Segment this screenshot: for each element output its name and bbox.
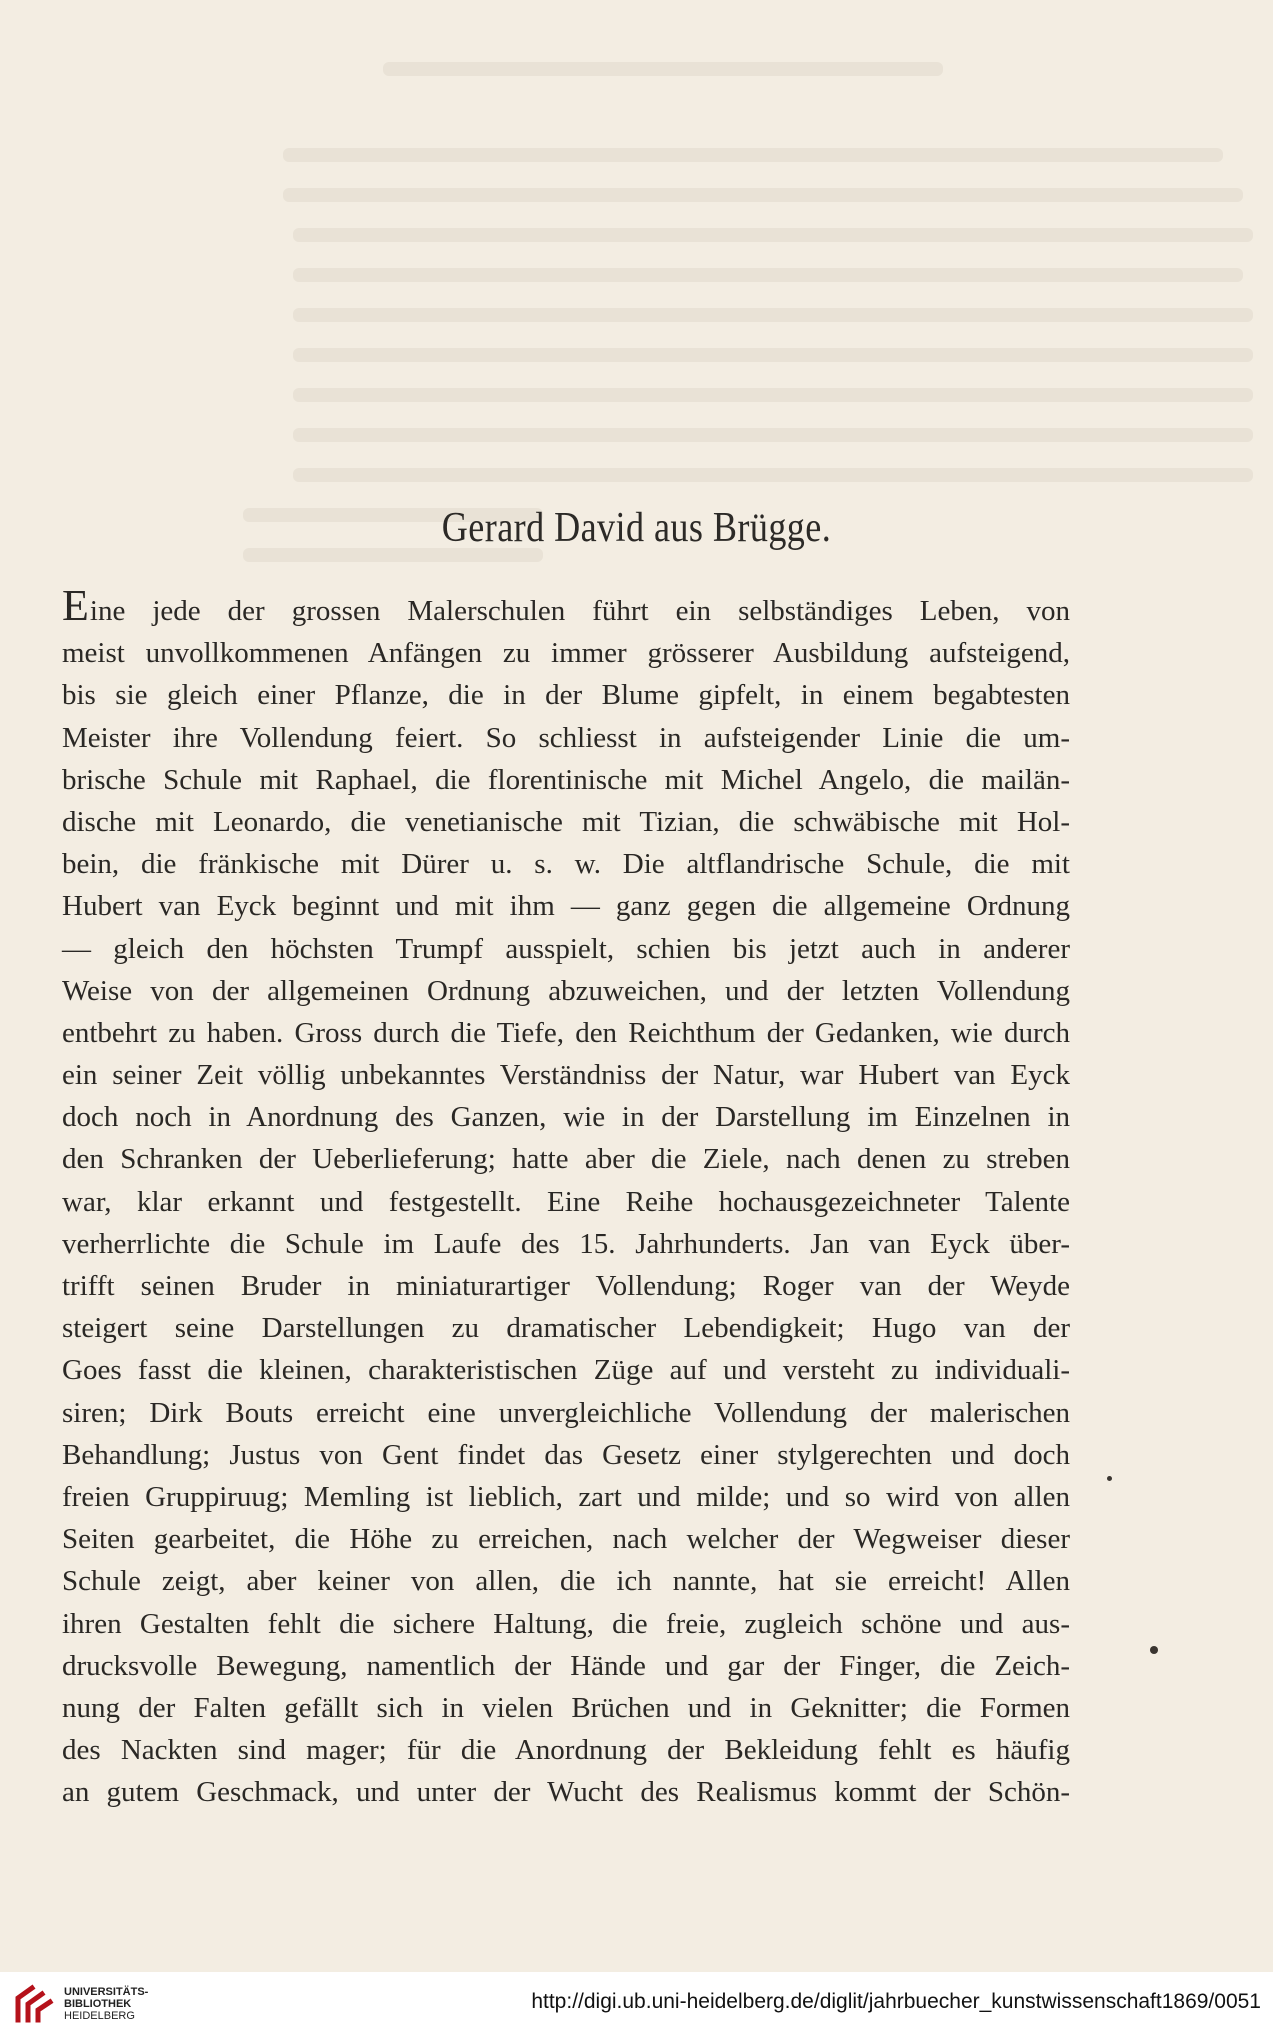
text-line: doch noch in Anordnung des Ganzen, wie in der Darstellung im Einzelnen in [62,1101,1070,1134]
text-line: meist unvollkommenen Anfängen zu immer grösserer Ausbildung aufsteigend, [62,637,1070,670]
text-line: des Nackten sind mager; für die Anordnung der Bekleidung fehlt es häufig [62,1734,1070,1767]
text-line: nung der Falten gefällt sich in vielen Brüchen und in Geknitter; die Formen [62,1691,1070,1724]
text-line: siren; Dirk Bouts erreicht eine unvergleichliche Vollendung der malerischen [62,1396,1070,1429]
text-line: freien Gruppiruug; Memling ist lieblich, zart und milde; und so wird von allen [62,1480,1070,1513]
library-name-line1: UNIVERSITÄTS- [64,1986,149,1998]
text-line: verherrlichte die Schule im Laufe des 15. Jahrhunderts. Jan van Eyck über- [62,1227,1070,1260]
library-name [64,1986,148,2022]
article-title: Gerard David aus Brügge. [441,505,832,551]
text-line: trifft seinen Bruder in miniaturartiger Vollendung; Roger van der Weyde [62,1270,1070,1302]
bleed-through-line [293,308,1253,322]
bleed-through-line [283,188,1243,202]
bleed-through-line [293,468,1253,482]
text-line: Weise von der allgemeinen Ordnung abzuweichen, und der letzten Vollendung [62,974,1070,1007]
bleed-through-line [383,62,943,76]
text-line: — gleich den höchsten Trumpf ausspielt, schien bis jetzt auch in anderer [62,932,1070,965]
text-line: ihren Gestalten fehlt die sichere Haltung, die freie, zugleich schöne und aus- [62,1607,1070,1640]
text-line: Seiten gearbeitet, die Höhe zu erreichen, nach welcher der Wegweiser dieser [62,1523,1070,1556]
bleed-through-line [283,148,1223,162]
bleed-through-line [293,228,1253,242]
text-line: bein, die fränkische mit Dürer u. s. w. Die altflandrische Schule, die mit [62,848,1070,881]
source-url[interactable]: http://digi.ub.uni-heidelberg.de/diglit/jahrbuecher_kunstwissenschaft1869/0051 [531,1990,1261,2013]
first-line-text: ine jede der grossen Malerschulen führt ein selbständiges Leben, von [89,595,1070,627]
text-line: den Schranken der Ueberlieferung; hatte aber die Ziele, nach denen zu streben [62,1143,1070,1176]
text-line: war, klar erkannt und festgestellt. Eine Reihe hochausgezeichneter Talente [62,1185,1070,1218]
ink-speck [1150,1646,1158,1654]
text-line: drucksvolle Bewegung, namentlich der Hände und gar der Finger, die Zeich- [62,1649,1070,1682]
text-line: bis sie gleich einer Pflanze, die in der Blume gipfelt, in einem begabtesten [62,679,1070,712]
drop-cap: E [62,581,89,630]
text-line: Schule zeigt, aber keiner von allen, die ich nannte, hat sie erreicht! Allen [62,1565,1070,1598]
text-line: entbehrt zu haben. Gross durch die Tiefe, den Reichthum der Gedanken, wie durch [62,1016,1070,1049]
footer-bar [0,1972,1273,2034]
text-line: Behandlung; Justus von Gent findet das Gesetz einer stylgerechten und doch [62,1438,1070,1471]
ink-speck [1107,1476,1112,1481]
text-line: ein seiner Zeit völlig unbekanntes Verständniss der Natur, war Hubert van Eyck [62,1059,1070,1092]
library-logo-icon [14,1984,54,2024]
library-name-line2: BIBLIOTHEK [64,1998,132,2010]
bleed-through-line [293,268,1243,282]
text-line: dische mit Leonardo, die venetianische mit Tizian, die schwäbische mit Hol- [62,805,1070,838]
article-body [62,581,1070,1813]
bleed-through-line [293,388,1253,402]
bleed-through-line [293,428,1253,442]
text-line: Meister ihre Vollendung feiert. So schliesst in aufsteigender Linie die um- [62,721,1070,754]
text-line: brische Schule mit Raphael, die florentinische mit Michel Angelo, die mailän- [62,763,1070,796]
bleed-through-line [293,348,1253,362]
text-line: Goes fasst die kleinen, charakteristischen Züge auf und versteht zu individuali- [62,1354,1070,1387]
text-line: steigert seine Darstellungen zu dramatischer Lebendigkeit; Hugo van der [62,1312,1070,1345]
library-name-line3: HEIDELBERG [64,2010,135,2022]
text-line-1 [62,581,1070,632]
text-line: an gutem Geschmack, und unter der Wucht des Realismus kommt der Schön- [62,1776,1070,1809]
text-line: Hubert van Eyck beginnt und mit ihm — ganz gegen die allgemeine Ordnung [62,890,1070,923]
